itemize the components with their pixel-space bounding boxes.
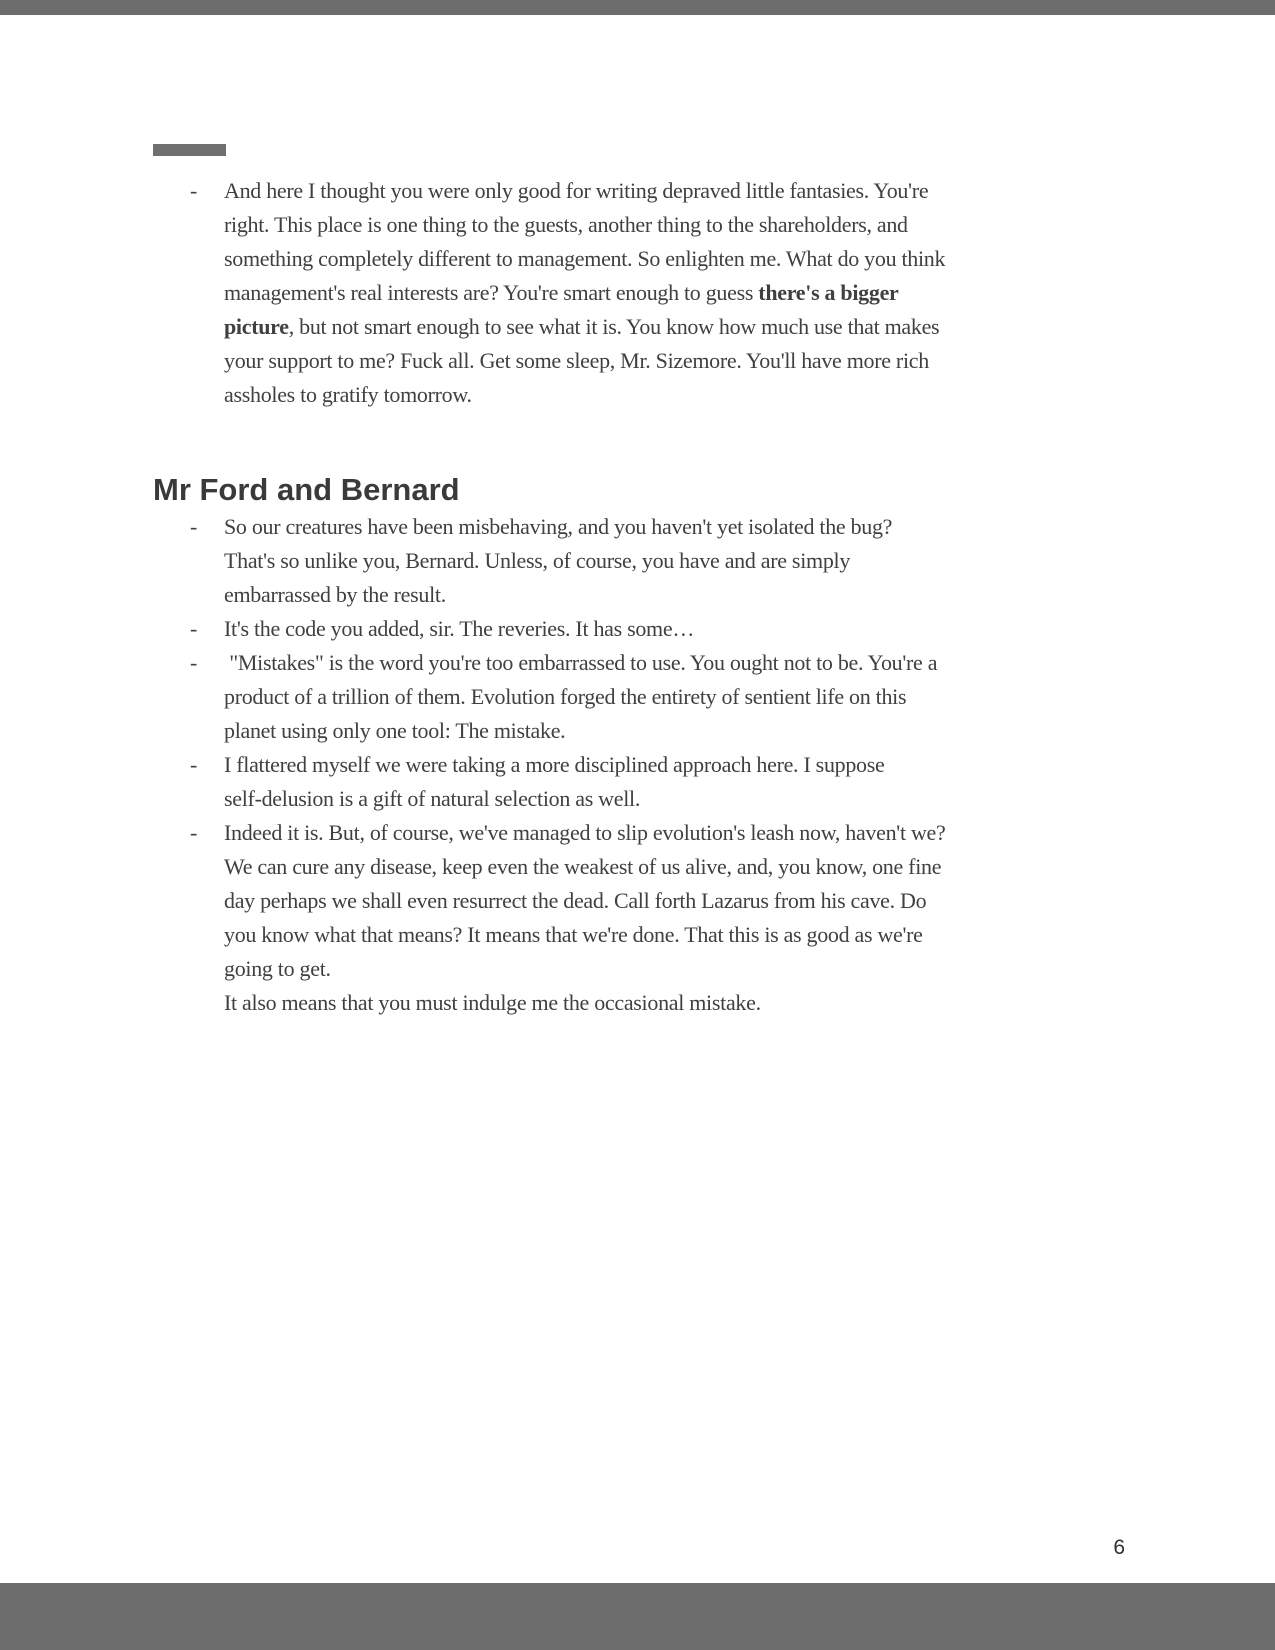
section-heading: Mr Ford and Bernard <box>153 472 460 507</box>
text-segment: , but not smart enough to see what it is. You know how much use that makes <box>288 314 940 339</box>
bullet-item <box>153 612 1128 646</box>
text-line: something completely different to management. So enlighten me. What do you think <box>224 246 946 271</box>
text-line: your support to me? Fuck all. Get some sleep, Mr. Sizemore. You'll have more rich <box>224 348 929 373</box>
text-line: Indeed it is. But, of course, we've managed to slip evolution's leash now, haven't we? <box>224 820 946 845</box>
text-line: day perhaps we shall even resurrect the dead. Call forth Lazarus from his cave. Do <box>224 888 927 913</box>
footer-bar <box>0 1583 1275 1650</box>
bullet-item <box>153 646 1128 748</box>
bullet-dash: - <box>190 820 198 845</box>
bullet-item <box>153 748 1128 816</box>
text-line: It's the code you added, sir. The reveries. It has some… <box>224 616 695 641</box>
text-line <box>224 276 1128 310</box>
text-line: It also means that you must indulge me the occasional mistake. <box>224 990 761 1015</box>
text-line: you know what that means? It means that we're done. That this is as good as we're <box>224 922 923 947</box>
text-segment: management's real interests are? You're smart enough to guess <box>224 280 759 305</box>
text-line: self-delusion is a gift of natural selection as well. <box>224 786 641 811</box>
text-line: I flattered myself we were taking a more disciplined approach here. I suppose <box>224 752 885 777</box>
redacted-text-block <box>153 144 226 156</box>
bullet-dash: - <box>190 178 198 203</box>
bullet-item <box>153 174 1128 412</box>
bullet-dash: - <box>190 752 198 777</box>
text-line: And here I thought you were only good for writing depraved little fantasies. You're <box>224 178 929 203</box>
document-content <box>153 174 1128 1020</box>
text-line: assholes to gratify tomorrow. <box>224 382 472 407</box>
bold-text-segment: there's a bigger <box>758 280 899 305</box>
bullet-dash: - <box>190 650 198 675</box>
text-line: going to get. <box>224 956 331 981</box>
text-line: We can cure any disease, keep even the weakest of us alive, and, you know, one fine <box>224 854 942 879</box>
text-line <box>224 310 1128 344</box>
top-banner-bar <box>0 0 1275 15</box>
text-line: That's so unlike you, Bernard. Unless, of course, you have and are simply <box>224 548 851 573</box>
bullet-item <box>153 510 1128 612</box>
page-number: 6 <box>1113 1536 1125 1559</box>
dialogue-list <box>153 510 1128 1020</box>
bullet-dash: - <box>190 514 198 539</box>
bullet-dash: - <box>190 616 198 641</box>
text-line: right. This place is one thing to the guests, another thing to the shareholders, and <box>224 212 908 237</box>
bold-text-segment: picture <box>224 314 289 339</box>
text-line: "Mistakes" is the word you're too embarrassed to use. You ought not to be. You're a <box>224 650 938 675</box>
bullet-item <box>153 816 1128 1020</box>
text-line: So our creatures have been misbehaving, and you haven't yet isolated the bug? <box>224 514 893 539</box>
text-line: planet using only one tool: The mistake. <box>224 718 566 743</box>
text-line: embarrassed by the result. <box>224 582 446 607</box>
dialogue-list <box>153 174 1128 412</box>
text-line: product of a trillion of them. Evolution forged the entirety of sentient life on this <box>224 684 907 709</box>
